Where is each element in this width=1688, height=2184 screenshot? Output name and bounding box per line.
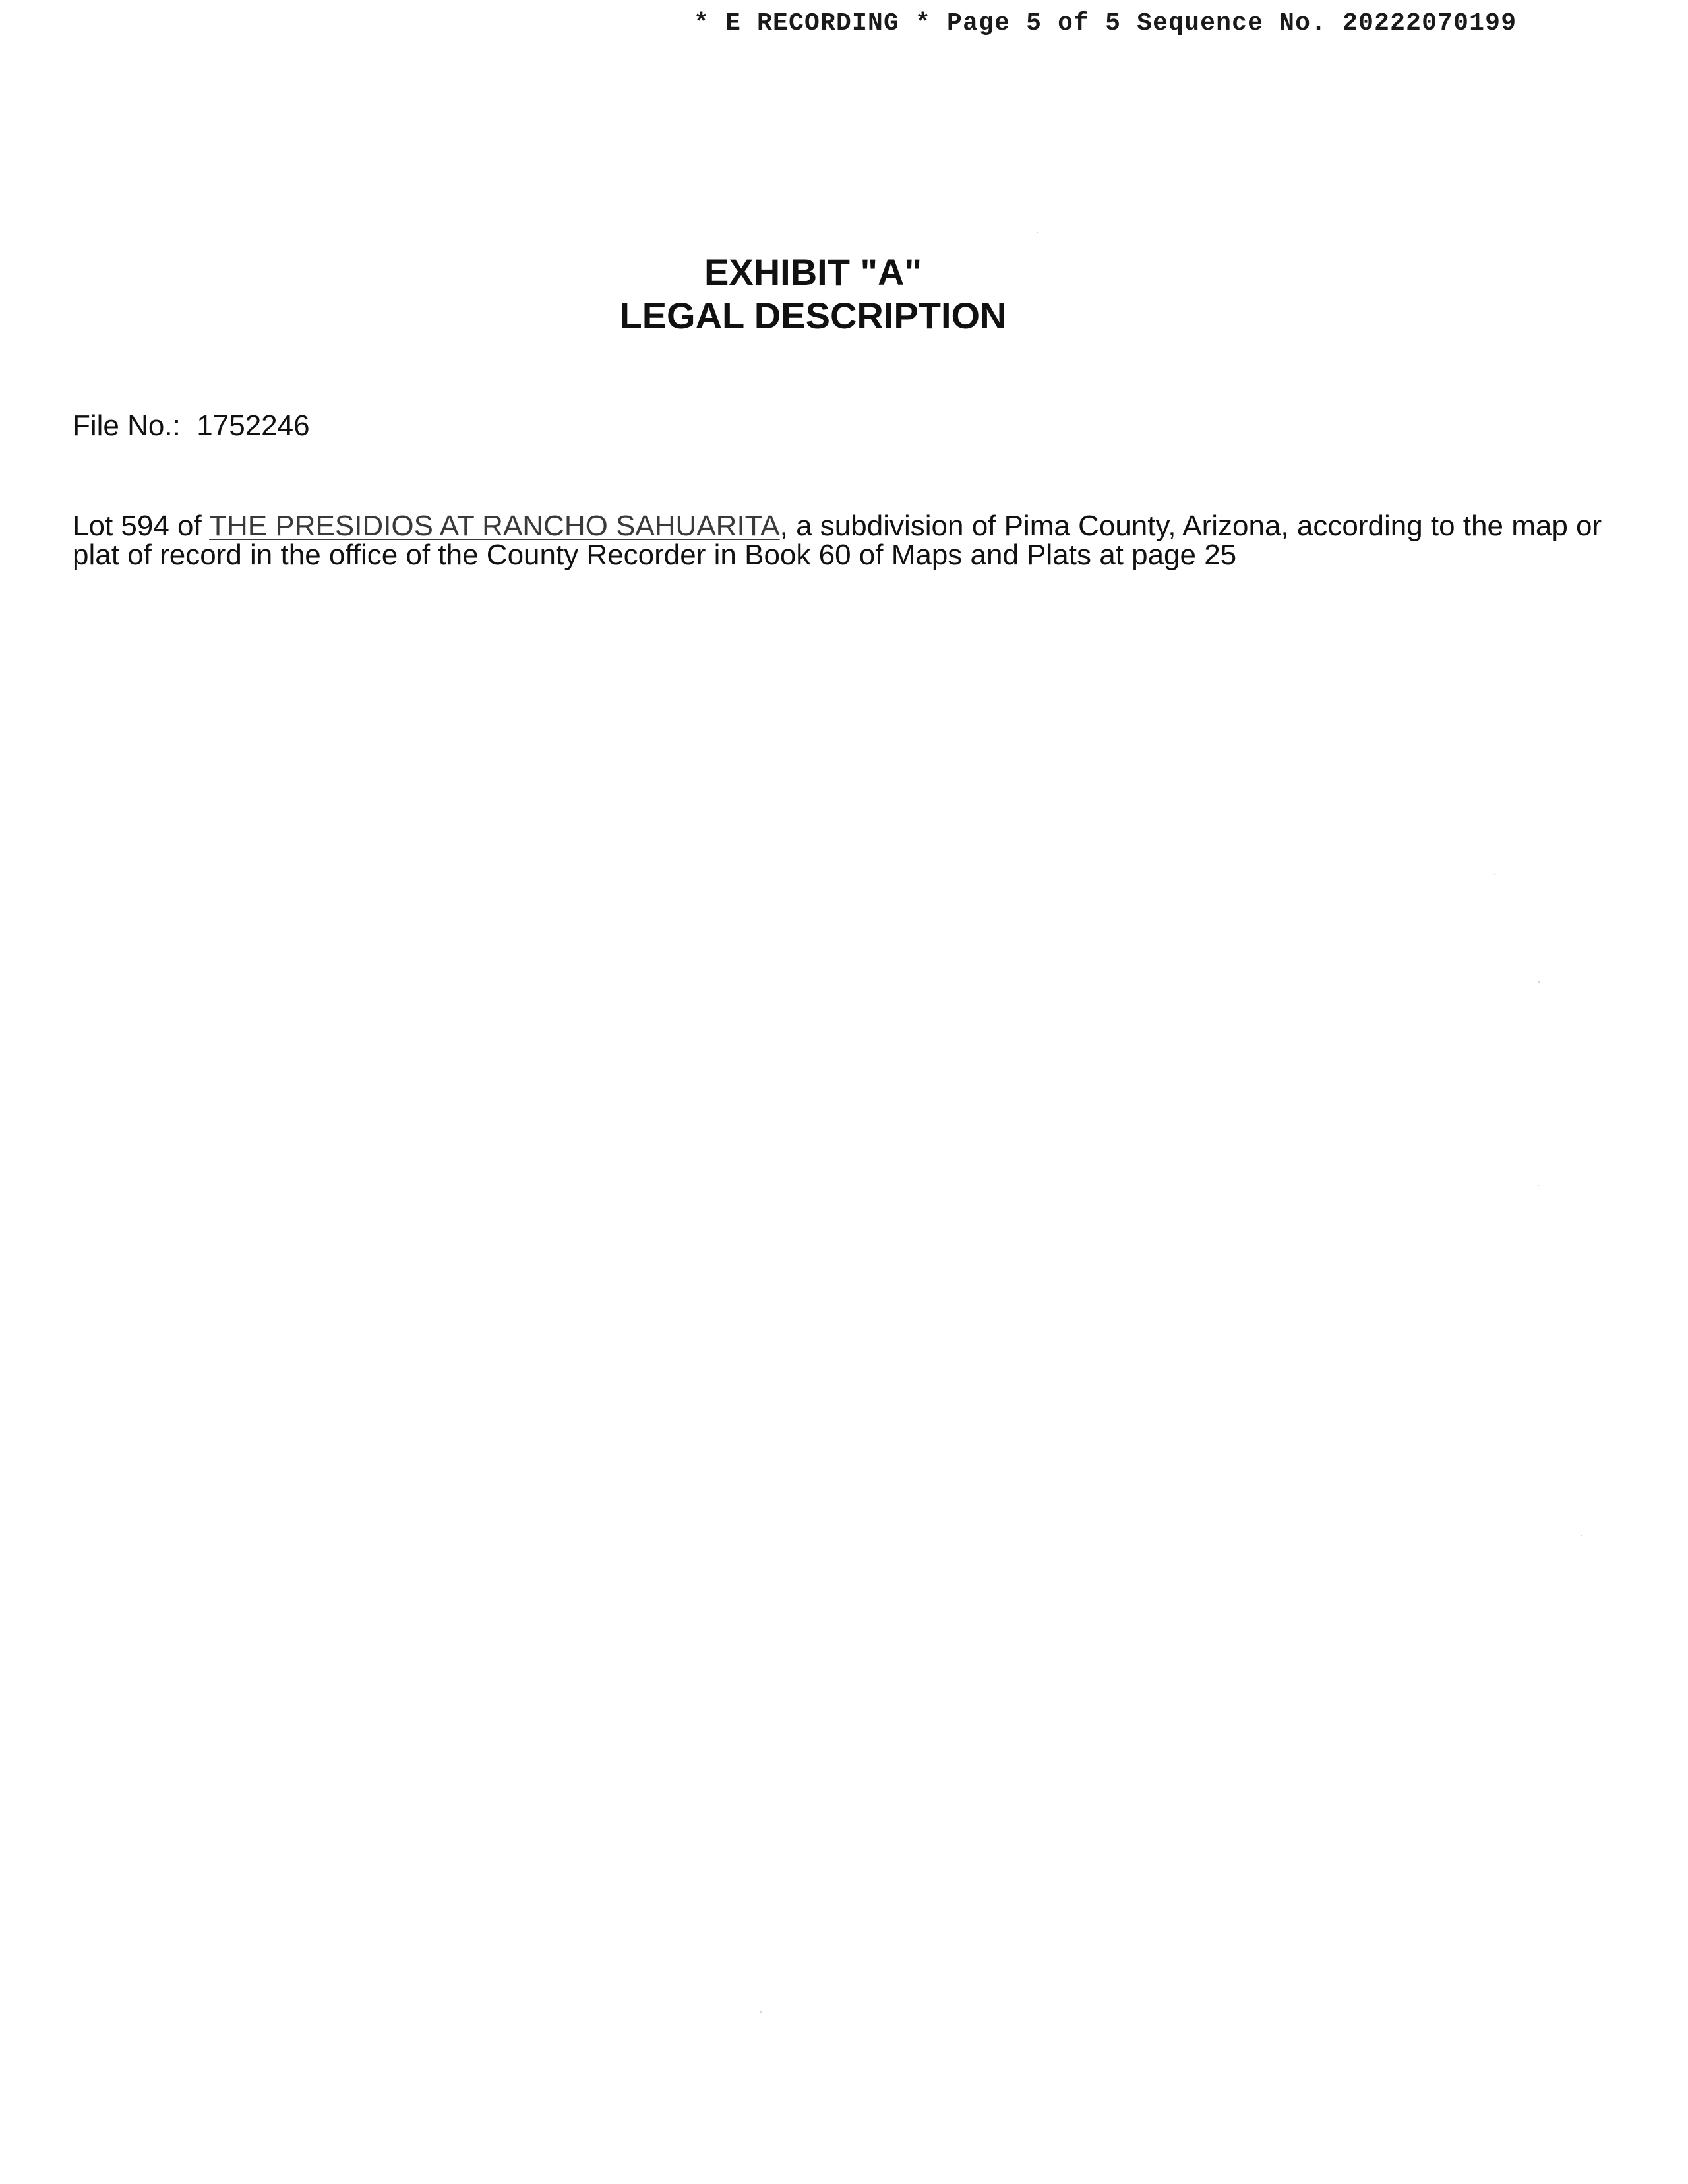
scan-speck [1037,232,1038,233]
legal-description-suffix: , a subdivision of Pima County, Arizona, according to the map or plat of record in the office of the County Recorder in Book 60 of Maps and Plats at page 25 [73,510,1602,571]
file-number-label: File No.: [73,410,181,442]
subdivision-name: THE PRESIDIOS AT RANCHO SAHUARITA [209,510,780,542]
scan-speck [1538,981,1540,983]
recording-stamp: * E RECORDING * Page 5 of 5 Sequence No. 20222070199 [694,9,1517,38]
legal-description-paragraph [73,512,1609,570]
scan-speck [760,2011,762,2013]
exhibit-heading [0,251,1626,338]
scan-speck [1494,874,1495,875]
scan-speck [1581,1535,1582,1536]
exhibit-subtitle: LEGAL DESCRIPTION [619,295,1007,336]
exhibit-title: EXHIBIT "A" [704,251,922,293]
legal-description-prefix: Lot 594 of [73,510,210,542]
scan-speck [1538,1185,1539,1186]
file-number-line [73,409,310,443]
file-number-value: 1752246 [196,410,310,442]
